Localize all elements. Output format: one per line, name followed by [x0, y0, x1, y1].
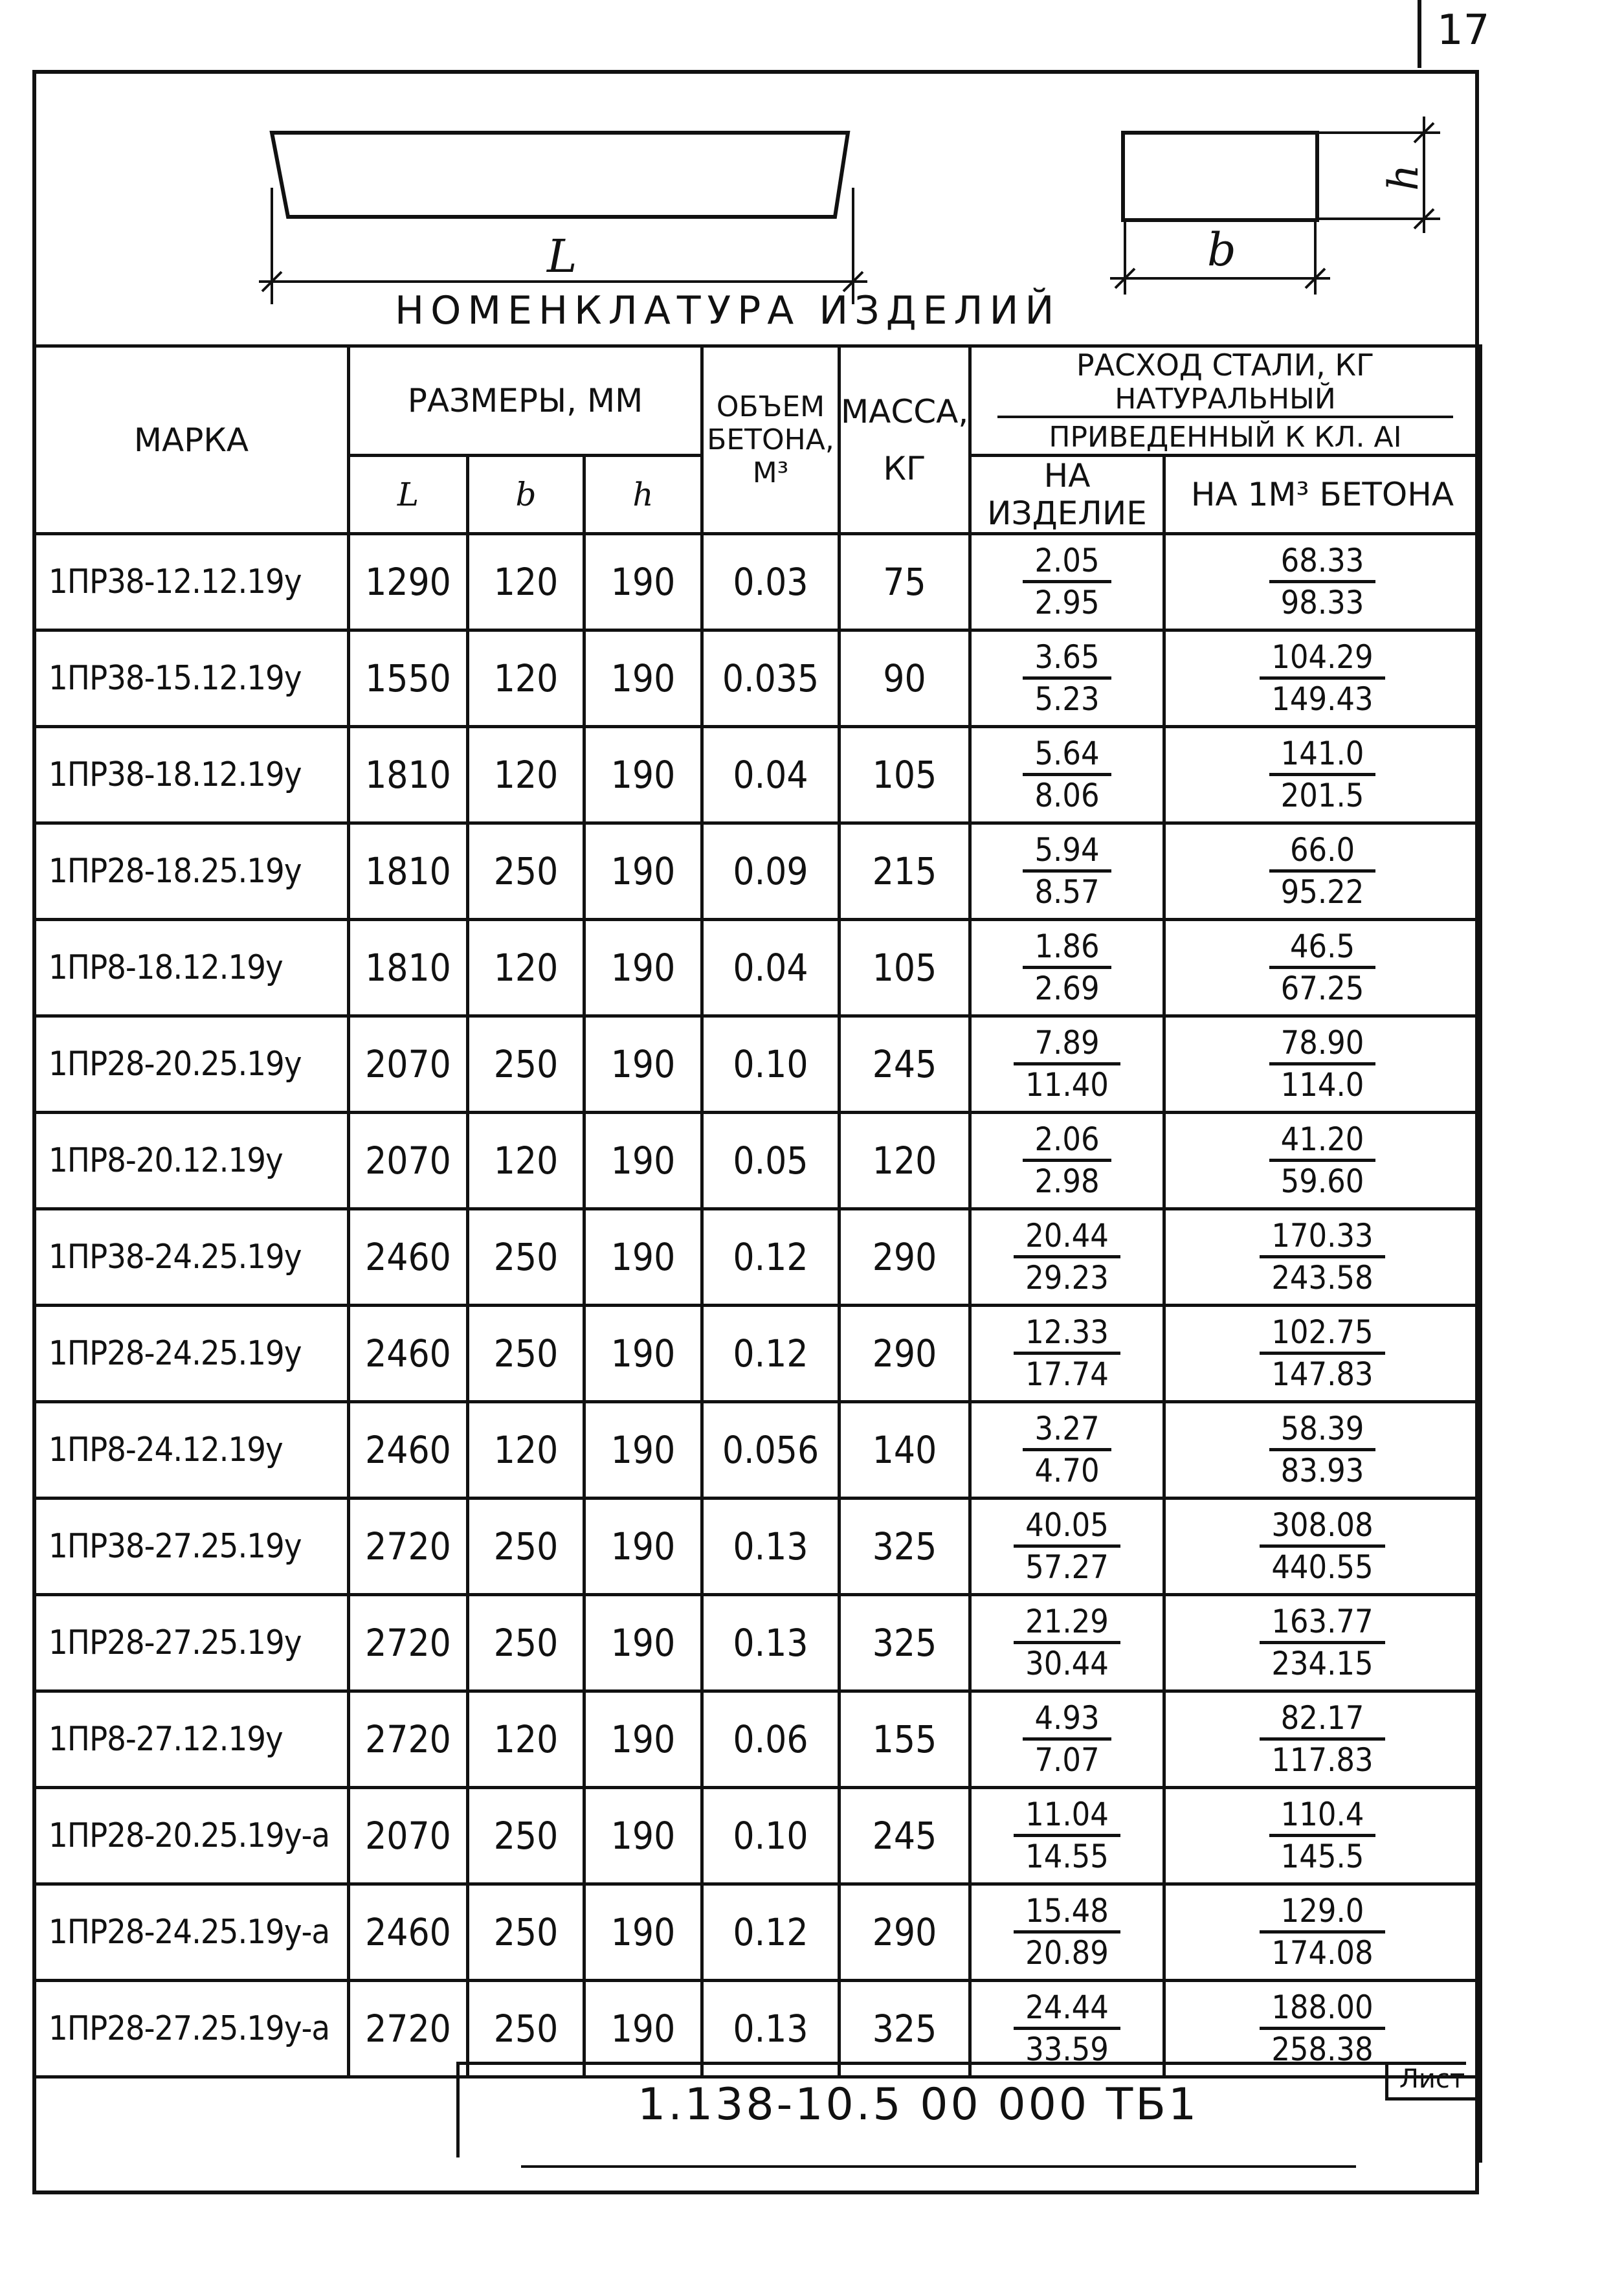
natural-value: 15.48 [1014, 1891, 1120, 1934]
height-cell: 190 [584, 1691, 702, 1788]
natural-value: 21.29 [1014, 1602, 1120, 1644]
header-mark: МАРКА [34, 346, 349, 534]
natural-value: 5.94 [1023, 830, 1111, 873]
mass-cell: 325 [840, 1499, 970, 1595]
mass-cell: 155 [840, 1691, 970, 1788]
volume-cell: 0.13 [702, 1595, 840, 1691]
fraction [1023, 541, 1111, 622]
steel-per-item-cell [970, 1402, 1164, 1499]
width-cell: 250 [468, 1595, 584, 1691]
header-per-item: НА ИЗДЕЛИЕ [970, 456, 1164, 534]
reduced-value: 14.55 [1025, 1838, 1109, 1875]
width-cell: 250 [468, 1016, 584, 1113]
steel-per-m3-cell [1164, 1209, 1481, 1306]
width-cell: 120 [468, 1113, 584, 1209]
table-row [34, 920, 1481, 1016]
reduced-value: 2.95 [1034, 584, 1100, 621]
steel-per-m3-cell [1164, 534, 1481, 630]
reduced-value: 174.08 [1271, 1934, 1374, 1972]
fraction [1014, 1506, 1120, 1587]
fraction [1260, 1988, 1385, 2069]
mass-cell: 245 [840, 1016, 970, 1113]
table-row [34, 727, 1481, 823]
reduced-value: 2.69 [1034, 970, 1100, 1007]
fraction [1269, 1795, 1376, 1876]
height-cell: 190 [584, 1209, 702, 1306]
fraction [1014, 1891, 1120, 1972]
document-code: 1.138-10.5 00 000 ТБ1 [638, 2079, 1199, 2130]
natural-value: 20.44 [1014, 1216, 1120, 1258]
height-cell: 190 [584, 1788, 702, 1884]
length-cell: 1290 [349, 534, 468, 630]
reduced-value: 95.22 [1280, 873, 1364, 911]
fraction [1269, 1023, 1376, 1104]
reduced-value: 17.74 [1025, 1355, 1109, 1393]
width-cell: 250 [468, 1884, 584, 1981]
fraction [1014, 1795, 1120, 1876]
reduced-value: 114.0 [1280, 1066, 1364, 1104]
mass-cell: 290 [840, 1884, 970, 1981]
width-symbol: b [1207, 223, 1236, 276]
natural-value: 4.93 [1023, 1699, 1111, 1741]
length-cell: 2720 [349, 1499, 468, 1595]
mass-cell: 75 [840, 534, 970, 630]
mass-cell: 105 [840, 920, 970, 1016]
natural-value: 78.90 [1269, 1023, 1376, 1065]
fraction [1014, 1216, 1120, 1297]
length-cell: 2070 [349, 1016, 468, 1113]
steel-per-item-cell [970, 534, 1164, 630]
natural-value: 2.06 [1023, 1120, 1111, 1162]
natural-value: 102.75 [1260, 1313, 1385, 1355]
page-number: 17 [1437, 6, 1490, 54]
steel-per-item-cell [970, 630, 1164, 727]
header-mass-label: МАССА, [841, 392, 969, 430]
mass-cell: 90 [840, 630, 970, 727]
reduced-value: 98.33 [1280, 584, 1364, 621]
fraction [1023, 734, 1111, 815]
natural-value: 7.89 [1014, 1023, 1120, 1065]
volume-cell: 0.13 [702, 1981, 840, 2077]
natural-value: 46.5 [1269, 927, 1376, 969]
steel-per-m3-cell [1164, 1691, 1481, 1788]
steel-per-item-cell [970, 727, 1164, 823]
steel-per-item-cell [970, 1788, 1164, 1884]
height-cell: 190 [584, 534, 702, 630]
height-cell: 190 [584, 1884, 702, 1981]
width-cell: 120 [468, 727, 584, 823]
fraction [1260, 1602, 1385, 1683]
fraction [1023, 1409, 1111, 1490]
length-cell: 2720 [349, 1981, 468, 2077]
table-row [34, 1788, 1481, 1884]
volume-cell: 0.12 [702, 1306, 840, 1402]
natural-value: 308.08 [1260, 1506, 1385, 1548]
natural-value: 5.64 [1023, 734, 1111, 776]
natural-value: 2.05 [1023, 541, 1111, 583]
natural-value: 141.0 [1269, 734, 1376, 776]
natural-value: 68.33 [1269, 541, 1376, 583]
reduced-value: 29.23 [1025, 1259, 1109, 1297]
steel-per-item-cell [970, 1016, 1164, 1113]
side-view-outline [272, 133, 848, 217]
width-cell: 120 [468, 534, 584, 630]
width-cell: 250 [468, 1499, 584, 1595]
fraction [1260, 638, 1385, 719]
steel-per-item-cell [970, 1306, 1164, 1402]
length-cell: 2720 [349, 1691, 468, 1788]
natural-value: 41.20 [1269, 1120, 1376, 1162]
natural-value: 110.4 [1269, 1795, 1376, 1837]
reduced-value: 243.58 [1271, 1259, 1374, 1297]
fraction [1014, 1988, 1120, 2069]
fraction [1269, 1409, 1376, 1490]
mark-cell: 1ПР28-18.25.19у [34, 823, 349, 920]
natural-value: 12.33 [1014, 1313, 1120, 1355]
header-steel [970, 346, 1481, 456]
title-block-underline [521, 2165, 1356, 2168]
height-cell: 190 [584, 920, 702, 1016]
width-cell: 250 [468, 1209, 584, 1306]
steel-per-m3-cell [1164, 1113, 1481, 1209]
reduced-value: 5.23 [1034, 680, 1100, 718]
volume-cell: 0.06 [702, 1691, 840, 1788]
steel-per-item-cell [970, 1499, 1164, 1595]
width-cell: 250 [468, 823, 584, 920]
reduced-value: 83.93 [1280, 1452, 1364, 1489]
length-cell: 2070 [349, 1788, 468, 1884]
volume-cell: 0.09 [702, 823, 840, 920]
mark-cell: 1ПР28-20.25.19у [34, 1016, 349, 1113]
volume-cell: 0.10 [702, 1788, 840, 1884]
length-cell: 2460 [349, 1306, 468, 1402]
volume-cell: 0.04 [702, 727, 840, 823]
fraction [1023, 1699, 1111, 1779]
table-row [34, 1884, 1481, 1981]
header-steel-title: РАСХОД СТАЛИ, КГ [1076, 348, 1375, 383]
header-volume-unit: М³ [752, 456, 789, 489]
mark-cell: 1ПР38-24.25.19у [34, 1209, 349, 1306]
fraction [1023, 927, 1111, 1008]
natural-value: 24.44 [1014, 1988, 1120, 2030]
length-symbol: L [547, 230, 577, 283]
mark-cell: 1ПР28-27.25.19у [34, 1595, 349, 1691]
fraction [1014, 1313, 1120, 1394]
natural-value: 40.05 [1014, 1506, 1120, 1548]
steel-per-item-cell [970, 823, 1164, 920]
reduced-value: 59.60 [1280, 1163, 1364, 1200]
mark-cell: 1ПР38-12.12.19у [34, 534, 349, 630]
table-row [34, 1595, 1481, 1691]
mark-cell: 1ПР38-18.12.19у [34, 727, 349, 823]
reduced-value: 20.89 [1025, 1934, 1109, 1972]
natural-value: 3.65 [1023, 638, 1111, 680]
reduced-value: 117.83 [1271, 1741, 1374, 1779]
length-cell: 1810 [349, 727, 468, 823]
mark-cell: 1ПР28-24.25.19у-а [34, 1884, 349, 1981]
steel-per-m3-cell [1164, 630, 1481, 727]
table-row [34, 1113, 1481, 1209]
fraction [1260, 1506, 1385, 1587]
sheet-label: Лист [1385, 2062, 1479, 2101]
mark-cell: 1ПР8-24.12.19у [34, 1402, 349, 1499]
volume-cell: 0.035 [702, 630, 840, 727]
mass-cell: 325 [840, 1981, 970, 2077]
natural-value: 66.0 [1269, 830, 1376, 873]
natural-value: 1.86 [1023, 927, 1111, 969]
table-row [34, 1499, 1481, 1595]
steel-per-item-cell [970, 920, 1164, 1016]
length-cell: 2460 [349, 1402, 468, 1499]
header-steel-reduced: ПРИВЕДЕННЫЙ К КЛ. АI [1049, 421, 1402, 454]
header-volume-line1: ОБЪЕМ [716, 390, 825, 423]
mass-cell: 290 [840, 1306, 970, 1402]
steel-per-m3-cell [1164, 1884, 1481, 1981]
header-volume-line2: БЕТОНА, [707, 423, 834, 456]
table-row [34, 534, 1481, 630]
mark-cell: 1ПР28-20.25.19у-а [34, 1788, 349, 1884]
volume-cell: 0.05 [702, 1113, 840, 1209]
steel-per-m3-cell [1164, 727, 1481, 823]
height-cell: 190 [584, 823, 702, 920]
header-mass [840, 346, 970, 534]
steel-per-m3-cell [1164, 823, 1481, 920]
table-row [34, 1016, 1481, 1113]
natural-value: 188.00 [1260, 1988, 1385, 2030]
reduced-value: 440.55 [1271, 1548, 1374, 1586]
mass-cell: 105 [840, 727, 970, 823]
natural-value: 82.17 [1260, 1699, 1385, 1741]
natural-value: 163.77 [1260, 1602, 1385, 1644]
reduced-value: 57.27 [1025, 1548, 1109, 1586]
reduced-value: 2.98 [1034, 1163, 1100, 1200]
fraction [1023, 830, 1111, 911]
mark-cell: 1ПР38-15.12.19у [34, 630, 349, 727]
natural-value: 11.04 [1014, 1795, 1120, 1837]
table-row [34, 1306, 1481, 1402]
volume-cell: 0.12 [702, 1884, 840, 1981]
header-dim-h: h [584, 456, 702, 534]
steel-per-m3-cell [1164, 1595, 1481, 1691]
header-steel-natural: НАТУРАЛЬНЫЙ [997, 383, 1453, 418]
height-cell: 190 [584, 1595, 702, 1691]
mass-cell: 290 [840, 1209, 970, 1306]
natural-value: 170.33 [1260, 1216, 1385, 1258]
mark-cell: 1ПР8-27.12.19у [34, 1691, 349, 1788]
reduced-value: 147.83 [1271, 1355, 1374, 1393]
height-cell: 190 [584, 1499, 702, 1595]
volume-cell: 0.13 [702, 1499, 840, 1595]
height-cell: 190 [584, 630, 702, 727]
length-cell: 2720 [349, 1595, 468, 1691]
steel-per-m3-cell [1164, 1499, 1481, 1595]
height-cell: 190 [584, 1402, 702, 1499]
table-row [34, 1402, 1481, 1499]
reduced-value: 8.57 [1034, 873, 1100, 911]
fraction [1260, 1313, 1385, 1394]
volume-cell: 0.03 [702, 534, 840, 630]
mass-cell: 245 [840, 1788, 970, 1884]
reduced-value: 145.5 [1280, 1838, 1364, 1875]
volume-cell: 0.12 [702, 1209, 840, 1306]
mass-cell: 215 [840, 823, 970, 920]
mass-cell: 120 [840, 1113, 970, 1209]
reduced-value: 67.25 [1280, 970, 1364, 1007]
header-volume [702, 346, 840, 534]
height-cell: 190 [584, 727, 702, 823]
table-caption: НОМЕНКЛАТУРА ИЗДЕЛИЙ [395, 288, 1061, 333]
steel-per-m3-cell [1164, 1016, 1481, 1113]
width-cell: 120 [468, 1402, 584, 1499]
length-cell: 1550 [349, 630, 468, 727]
table-row [34, 823, 1481, 920]
height-cell: 190 [584, 1981, 702, 2077]
fraction [1023, 638, 1111, 719]
length-cell: 1810 [349, 823, 468, 920]
table-row [34, 1209, 1481, 1306]
fraction [1014, 1602, 1120, 1683]
table-row [34, 1691, 1481, 1788]
reduced-value: 11.40 [1025, 1066, 1109, 1104]
steel-per-item-cell [970, 1595, 1164, 1691]
fraction [1269, 541, 1376, 622]
table-row [34, 630, 1481, 727]
reduced-value: 8.06 [1034, 777, 1100, 814]
length-cell: 1810 [349, 920, 468, 1016]
reduced-value: 234.15 [1271, 1645, 1374, 1682]
header-dimensions: РАЗМЕРЫ, ММ [349, 346, 702, 456]
height-cell: 190 [584, 1016, 702, 1113]
header-mass-unit: КГ [883, 449, 926, 487]
mass-cell: 325 [840, 1595, 970, 1691]
width-cell: 250 [468, 1306, 584, 1402]
natural-value: 104.29 [1260, 638, 1385, 680]
mark-cell: 1ПР38-27.25.19у [34, 1499, 349, 1595]
reduced-value: 258.38 [1271, 2031, 1374, 2068]
steel-per-item-cell [970, 1691, 1164, 1788]
fraction [1023, 1120, 1111, 1201]
header-dim-L: L [349, 456, 468, 534]
reduced-value: 33.59 [1025, 2031, 1109, 2068]
header-per-m3: НА 1М³ БЕТОНА [1164, 456, 1481, 534]
fraction [1269, 1120, 1376, 1201]
height-cell: 190 [584, 1306, 702, 1402]
steel-per-item-cell [970, 1209, 1164, 1306]
natural-value: 58.39 [1269, 1409, 1376, 1451]
width-cell: 250 [468, 1981, 584, 2077]
fraction [1269, 734, 1376, 815]
fraction [1269, 927, 1376, 1008]
steel-per-m3-cell [1164, 1402, 1481, 1499]
width-cell: 250 [468, 1788, 584, 1884]
fraction [1260, 1699, 1385, 1779]
steel-per-m3-cell [1164, 920, 1481, 1016]
reduced-value: 149.43 [1271, 680, 1374, 718]
steel-per-item-cell [970, 1113, 1164, 1209]
width-cell: 120 [468, 920, 584, 1016]
fraction [1260, 1891, 1385, 1972]
reduced-value: 7.07 [1034, 1741, 1100, 1779]
reduced-value: 30.44 [1025, 1645, 1109, 1682]
natural-value: 3.27 [1023, 1409, 1111, 1451]
nomenclature-table [32, 344, 1482, 2163]
mark-cell: 1ПР8-18.12.19у [34, 920, 349, 1016]
mark-cell: 1ПР28-24.25.19у [34, 1306, 349, 1402]
reduced-value: 4.70 [1034, 1452, 1100, 1489]
height-cell: 190 [584, 1113, 702, 1209]
header-dim-b: b [468, 456, 584, 534]
natural-value: 129.0 [1260, 1891, 1385, 1934]
mass-cell: 140 [840, 1402, 970, 1499]
mark-cell: 1ПР28-27.25.19у-а [34, 1981, 349, 2077]
length-cell: 2460 [349, 1209, 468, 1306]
height-symbol: h [1380, 164, 1428, 191]
fraction [1260, 1216, 1385, 1297]
fraction [1014, 1023, 1120, 1104]
fraction [1269, 830, 1376, 911]
cross-section-outline [1123, 133, 1317, 220]
width-cell: 120 [468, 1691, 584, 1788]
volume-cell: 0.056 [702, 1402, 840, 1499]
volume-cell: 0.04 [702, 920, 840, 1016]
length-cell: 2460 [349, 1884, 468, 1981]
reduced-value: 201.5 [1280, 777, 1364, 814]
length-cell: 2070 [349, 1113, 468, 1209]
steel-per-item-cell [970, 1884, 1164, 1981]
width-cell: 120 [468, 630, 584, 727]
volume-cell: 0.10 [702, 1016, 840, 1113]
steel-per-m3-cell [1164, 1788, 1481, 1884]
mark-cell: 1ПР8-20.12.19у [34, 1113, 349, 1209]
steel-per-m3-cell [1164, 1306, 1481, 1402]
